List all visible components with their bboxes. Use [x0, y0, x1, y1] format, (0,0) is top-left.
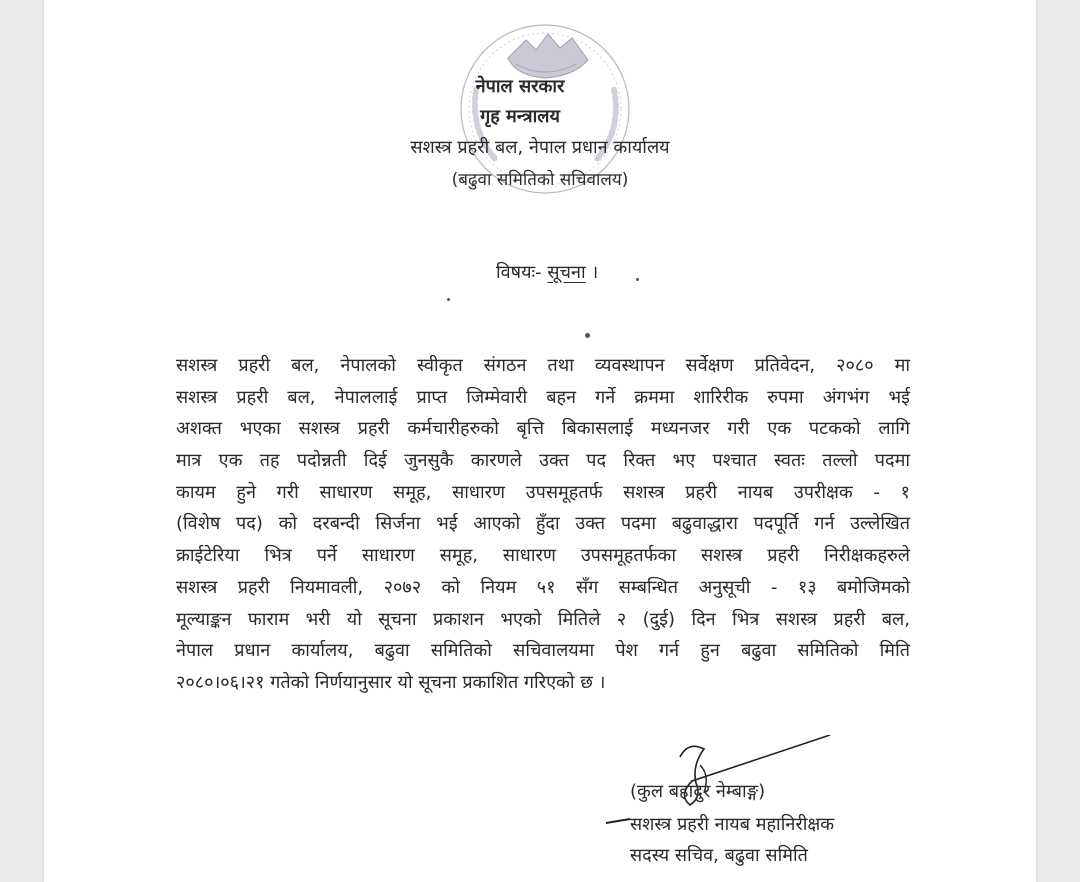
body-line: मात्र एक तह पदोन्नती दिई जुनसुकै कारणले उक्त पद रिक्त भए पश्चात स्वतः तल्लो पदमा [176, 450, 910, 472]
signatory-role: सदस्य सचिव, बढुवा समिति [630, 845, 808, 866]
body-line: सशस्त्र प्रहरी बल, नेपाललाई प्राप्त जिम्मेवारी बहन गर्ने क्रममा शारिरीक रुपमा अंगभंग भई [176, 386, 910, 408]
subject-end: । [591, 262, 599, 283]
header-office: सशस्त्र प्रहरी बल, नेपाल प्रधान कार्यालय [410, 137, 670, 158]
body-line: (विशेष पद) को दरबन्दी सिर्जना भई आएको हुँदा उक्त पदमा बढुवाद्धारा पदपूर्ति गर्न उल्लेखित [176, 513, 910, 535]
header-secretariat: (बढुवा समितिको सचिवालय) [451, 170, 629, 190]
subject-label: विषयः- [496, 262, 542, 283]
speck-mark [636, 278, 639, 281]
subject-line [496, 260, 598, 284]
header-ministry: गृह मन्त्रालय [480, 106, 560, 127]
body-line: क्राईटेरिया भित्र पर्ने साधारण समूह, साधारण उपसमूहतर्फका सशस्त्र प्रहरी निरीक्षकहरुले [176, 545, 910, 567]
speck-mark [447, 298, 450, 301]
body-line: सशस्त्र प्रहरी बल, नेपालको स्वीकृत संगठन तथा व्यवस्थापन सर्वेक्षण प्रतिवेदन, २०८० मा [176, 355, 910, 376]
body-line: सशस्त्र प्रहरी नियमावली, २०७२ को नियम ५१ सँग सम्बन्धित अनुसूची - १३ बमोजिमको [176, 576, 910, 598]
signature-block [600, 735, 900, 875]
body-line: नेपाल प्रधान कार्यालय, बढुवा समितिको सचिवालयमा पेश गर्न हुन बढुवा समितिको मिति [176, 640, 910, 662]
subject-value: सूचना [547, 262, 586, 283]
body-line: मूल्याङ्कन फाराम भरी यो सूचना प्रकाशन भएको मितिले २ (दुई) दिन भित्र सशस्त्र प्रहरी बल, [176, 608, 910, 630]
signatory-name: (कुल बहादुर नेम्बाङ्ग) [630, 781, 766, 802]
notice-body [176, 350, 910, 699]
body-line: २०८०।०६।२१ गतेको निर्णयानुसार यो सूचना प्रकाशित गरिएको छ । [176, 671, 606, 693]
speck-mark [585, 333, 590, 338]
header-government: नेपाल सरकार [475, 76, 565, 97]
body-line: अशक्त भएका सशस्त्र प्रहरी कर्मचारीहरुको बृत्ति बिकासलाई मध्यनजर गरी एक पटकको लागि [176, 418, 910, 440]
signatory-title: सशस्त्र प्रहरी नायब महानिरीक्षक [630, 814, 835, 835]
body-line: कायम हुने गरी साधारण समूह, साधारण उपसमूहतर्फ सशस्त्र प्रहरी नायब उपरीक्षक - १ [176, 481, 910, 503]
